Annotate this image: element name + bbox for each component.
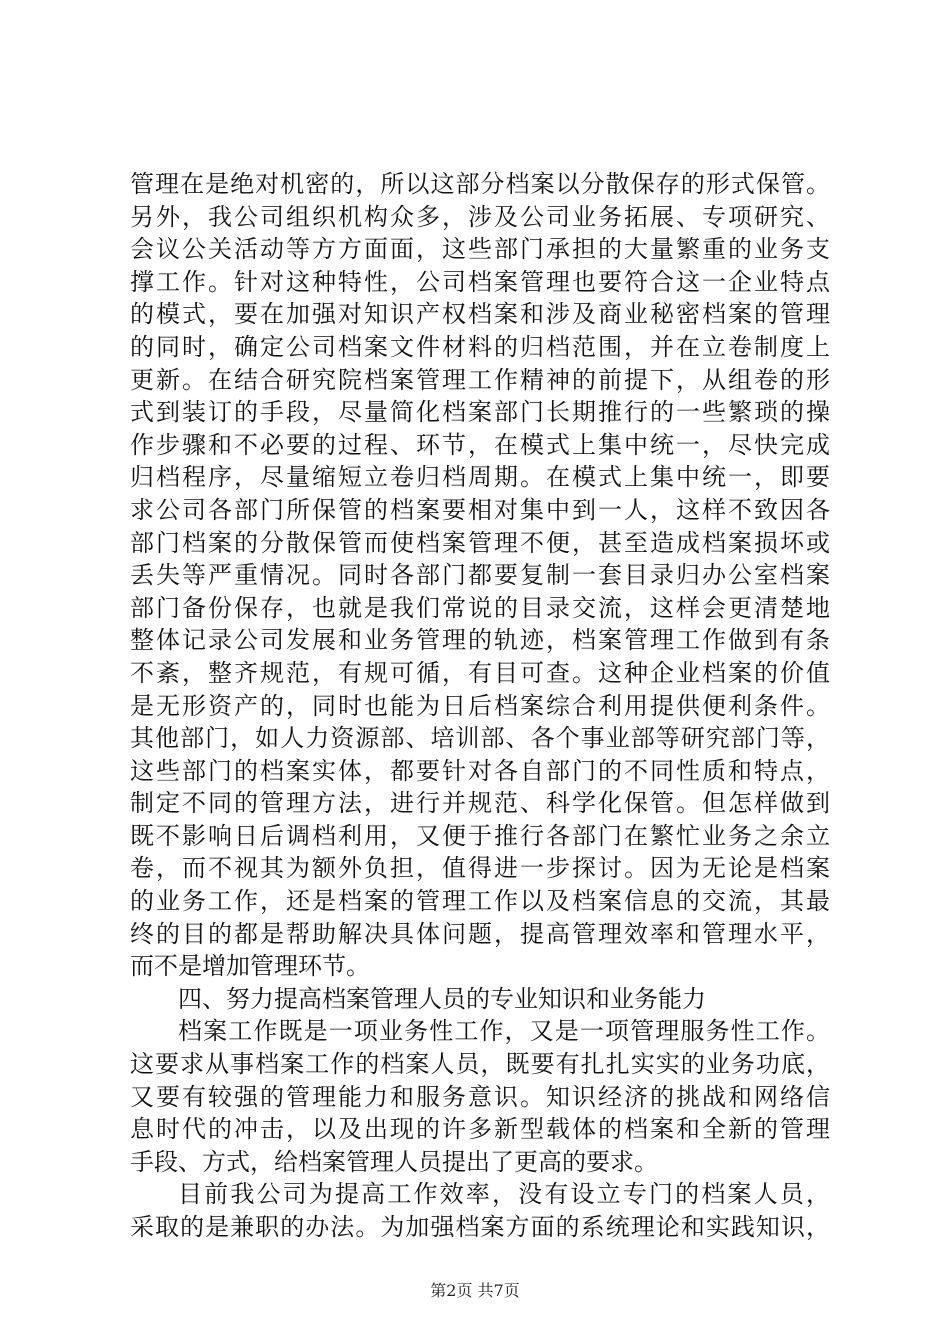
text-line: 不紊，整齐规范，有规可循，有目可查。这种企业档案的价值 xyxy=(130,658,830,687)
body-text xyxy=(130,168,830,1244)
text-line: 另外，我公司组织机构众多，涉及公司业务拓展、专项研究、 xyxy=(130,202,830,231)
text-line: 归档程序，尽量缩短立卷归档周期。在模式上集中统一，即要 xyxy=(130,463,830,492)
text-line: 丢失等严重情况。同时各部门都要复制一套目录归办公室档案 xyxy=(130,561,830,590)
text-line: 既不影响日后调档利用，又便于推行各部门在繁忙业务之余立 xyxy=(130,821,830,850)
text-line: 作步骤和不必要的过程、环节，在模式上集中统一，尽快完成 xyxy=(130,430,830,459)
text-line: 采取的是兼职的办法。为加强档案方面的系统理论和实践知识， xyxy=(130,1213,830,1241)
text-line: 部门备份保存，也就是我们常说的目录交流，这样会更清楚地 xyxy=(130,593,830,622)
text-line: 式到装订的手段，尽量简化档案部门长期推行的一些繁琐的操 xyxy=(130,398,830,427)
text-line: 撑工作。针对这种特性，公司档案管理也要符合这一企业特点 xyxy=(130,267,830,296)
text-line: 息时代的冲击，以及出现的许多新型载体的档案和全新的管理 xyxy=(130,1115,830,1144)
text-line: 是无形资产的，同时也能为日后档案综合利用提供便利条件。 xyxy=(130,691,830,720)
text-line: 卷，而不视其为额外负担，值得进一步探讨。因为无论是档案 xyxy=(130,854,830,883)
text-line: 会议公关活动等方方面面，这些部门承担的大量繁重的业务支 xyxy=(130,235,830,264)
text-line: 的模式，要在加强对知识产权档案和涉及商业秘密档案的管理 xyxy=(130,300,830,329)
text-line: 的同时，确定公司档案文件材料的归档范围，并在立卷制度上 xyxy=(130,332,830,361)
text-line: 部门档案的分散保管而使档案管理不便，甚至造成档案损坏或 xyxy=(130,528,830,557)
text-line: 更新。在结合研究院档案管理工作精神的前提下，从组卷的形 xyxy=(130,365,830,394)
text-line: 求公司各部门所保管的档案要相对集中到一人，这样不致因各 xyxy=(130,495,830,524)
text-line: 又要有较强的管理能力和服务意识。知识经济的挑战和网络信 xyxy=(130,1082,830,1111)
text-line: 档案工作既是一项业务性工作，又是一项管理服务性工作。 xyxy=(178,1017,830,1046)
text-line: 管理在是绝对机密的，所以这部分档案以分散保存的形式保管。 xyxy=(130,170,830,198)
text-line: 制定不同的管理方法，进行并规范、科学化保管。但怎样做到 xyxy=(130,789,830,818)
text-line: 终的目的都是帮助解决具体问题，提高管理效率和管理水平， xyxy=(130,919,830,948)
text-line: 整体记录公司发展和业务管理的轨迹，档案管理工作做到有条 xyxy=(130,626,830,655)
text-line: 的业务工作，还是档案的管理工作以及档案信息的交流，其最 xyxy=(130,887,830,916)
text-line: 其他部门，如人力资源部、培训部、各个事业部等研究部门等， xyxy=(130,724,830,753)
text-line: 这要求从事档案工作的档案人员，既要有扎扎实实的业务功底， xyxy=(130,1050,830,1079)
page-number: 第2页 共7页 xyxy=(430,1281,520,1300)
text-line: 目前我公司为提高工作效率，没有设立专门的档案人员， xyxy=(178,1180,830,1209)
section-heading: 四、努力提高档案管理人员的专业知识和业务能力 xyxy=(178,984,706,1013)
text-line: 而不是增加管理环节。 xyxy=(130,952,370,981)
text-line: 这些部门的档案实体，都要针对各自部门的不同性质和特点， xyxy=(130,756,830,785)
text-line: 手段、方式，给档案管理人员提出了更高的要求。 xyxy=(130,1147,658,1176)
